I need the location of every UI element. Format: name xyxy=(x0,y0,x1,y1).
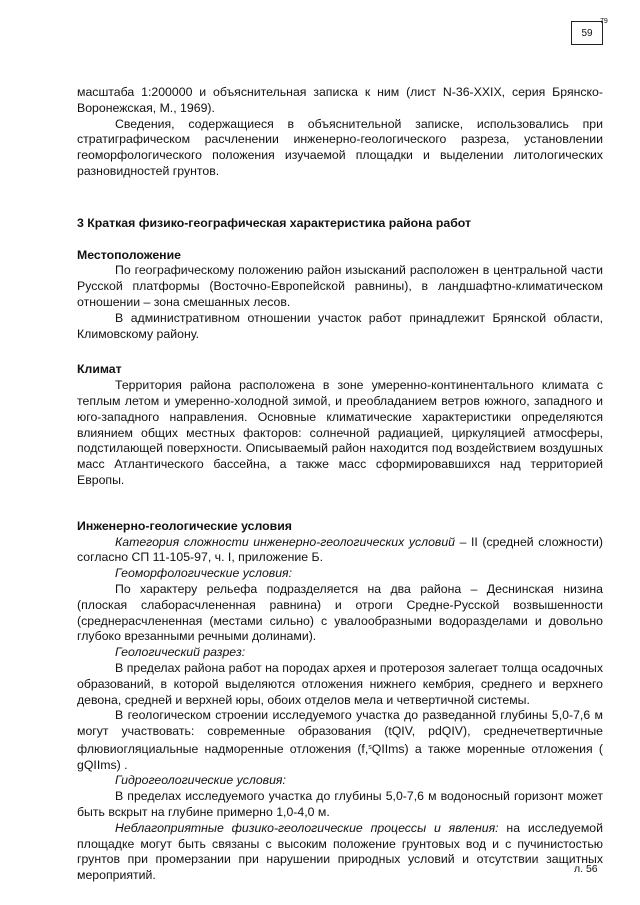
intro-paragraph-2: Сведения, содержащиеся в объяснительной записке, использовались при стратиграфическом расчленении инженерно-геологического разреза, установлении геоморфологического положения изучаемой площадки и выделении литологических разновидностей грунтов. xyxy=(77,116,603,178)
geology-paragraph-1: В пределах района работ на породах архея и протерозоя залегает толща осадочных образований, в которой выделяются отложения нижнего кембрия, среднего и верхнего девона, средней и верхней юры, обоих отделов мела и четвертичной системы. xyxy=(77,660,603,707)
intro-paragraph-1: масштаба 1:200000 и объяснительная записка к ним (лист N-36-XXIX, серия Брянско-Воронежская, М., 1969). xyxy=(77,85,603,115)
category-text: – II (средней сложности) согласно СП 11-105-97, ч. I, приложение Б. xyxy=(77,534,603,565)
geology-label: Геологический разрез: xyxy=(115,645,246,660)
page-number: 59 xyxy=(581,27,593,39)
hydro-label: Гидрогеологические условия: xyxy=(115,773,286,788)
hazard-label: Неблагоприятные физико-геологические процессы и явления: xyxy=(115,820,499,835)
engineering-heading: Инженерно-геологические условия xyxy=(77,518,292,533)
geology-superscript: s xyxy=(368,743,372,751)
location-paragraph-1: По географическому положению район изысканий расположен в центральной части Русской платформы (Восточно-Европейской равнины), в ландшафтно-климатическом отношении – зона смешанных лесов. xyxy=(77,263,603,309)
section-title: 3 Краткая физико-географическая характеристика района работ xyxy=(77,215,472,230)
page-number-box xyxy=(571,21,603,45)
geology-text-a: В геологическом строении исследуемого участка до разведанной глубины 5,0-7,6 м могут участвовать: современные образования (tQIV, pdQIV), среднечетвертичные флювиогляциальные надморенные отложения (f, xyxy=(77,708,603,756)
category-paragraph xyxy=(77,535,603,567)
geomorph-label: Геоморфологические условия: xyxy=(115,566,293,581)
geology-paragraph-2 xyxy=(77,708,603,773)
location-paragraph-2: В административном отношении участок работ принадлежит Брянской области, Климовскому району. xyxy=(77,310,603,341)
hazard-paragraph xyxy=(77,821,603,884)
location-heading: Местоположение xyxy=(77,247,181,262)
document-body xyxy=(77,85,603,884)
hydro-paragraph: В пределах исследуемого участка до глубины 5,0-7,6 м водоносный горизонт может быть вскрыт на глубине примерно 1,0-4,0 м. xyxy=(77,789,603,820)
geology-text-b: QIIms) а также моренные отложения ( gQIIms) . xyxy=(77,741,603,772)
geomorph-paragraph: По характеру рельефа подразделяется на два района – Деснинская низина (плоская слаборасчлененная равнина) и отроги Средне-Русской возвышенности (среднерасчлененная (местами сильно) с увалообразными водоразделами и довольно глубоко врезанными речными долинами). xyxy=(77,581,603,644)
footer-sheet-number: л. 56 xyxy=(574,863,598,875)
hazard-text: на исследуемой площадке могут быть связаны с высоким положение грунтовых вод и с пучинистостью грунтов при промерзании при нарушении природных условий и отсутствии защитных мероприятий. xyxy=(77,820,603,883)
climate-paragraph: Территория района расположена в зоне умеренно-континентального климата с теплым летом и умеренно-холодной зимой, и преобладанием ветров южного, западного и юго-западного направления. Основные климатические характеристики определяются влиянием общих местных факторов: солнечной радиацией, циркуляцией атмосферы, подстилающей поверхности. Описываемый район находится под воздействием воздушных масс Атлантического бассейна, а также масс сформировавшихся над территорией Европы. xyxy=(77,378,603,487)
page-number-superscript: 79 xyxy=(600,18,608,25)
category-label: Категория сложности инженерно-геологических условий xyxy=(115,534,456,549)
climate-heading: Климат xyxy=(77,362,122,377)
